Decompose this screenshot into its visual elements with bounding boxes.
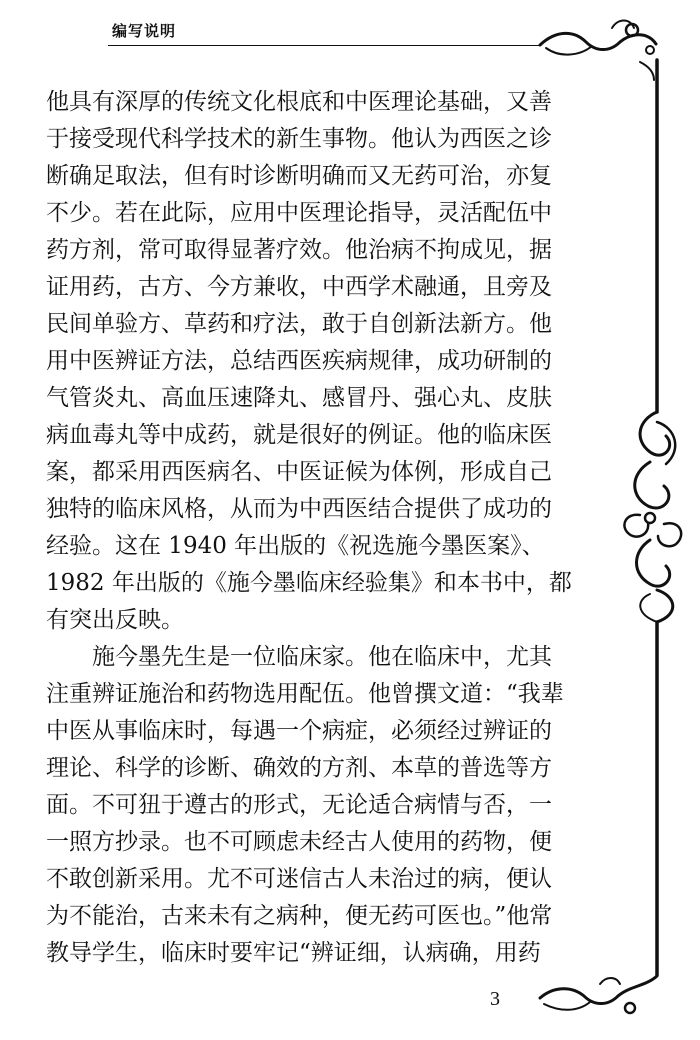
text-line: 于接受现代科学技术的新生事物。他认为西医之诊 xyxy=(46,126,552,152)
text-line: 民间单验方、草药和疗法，敢于自创新法新方。他 xyxy=(46,311,552,337)
text-line: 不少。若在此际，应用中医理论指导，灵活配伍中 xyxy=(46,200,552,226)
text-line: 药方剂，常可取得显著疗效。他治病不拘成见，据 xyxy=(46,237,552,263)
text-line: 面。不可狃于遵古的形式，无论适合病情与否，一 xyxy=(46,792,552,818)
text-line: 断确足取法，但有时诊断明确而又无药可治，亦复 xyxy=(46,163,552,189)
header-rule xyxy=(108,45,540,46)
running-header: 编写说明 xyxy=(112,22,177,40)
bottom-scroll-ornament xyxy=(540,976,657,1013)
text-line: 气管炎丸、高血压速降丸、感冒丹、强心丸、皮肤 xyxy=(46,385,552,411)
text-line: 独特的临床风格，从而为中西医结合提供了成功的 xyxy=(46,496,552,522)
text-line: 用中医辨证方法，总结西医疾病规律，成功研制的 xyxy=(46,348,552,374)
text-line: 教导学生，临床时要牢记“辨证细，认病确，用药 xyxy=(46,940,541,966)
text-line: 不敢创新采用。尤不可迷信古人未治过的病，便认 xyxy=(46,866,552,892)
text-line: 案，都采用西医病名、中医证候为体例，形成自己 xyxy=(46,459,552,485)
side-scroll-ornament xyxy=(624,412,681,622)
text-line: 他具有深厚的传统文化根底和中医理论基础，又善 xyxy=(46,89,552,115)
text-line: 病血毒丸等中成药，就是很好的例证。他的临床医 xyxy=(46,422,552,448)
paragraph-first-line: 施今墨先生是一位临床家。他在临床中，尤其 xyxy=(92,644,552,670)
text-line: 有突出反映。 xyxy=(46,607,184,633)
text-line: 证用药，古方、今方兼收，中西学术融通，且旁及 xyxy=(46,274,552,300)
page-number: 3 xyxy=(490,988,500,1010)
text-line: 理论、科学的诊断、确效的方剂、本草的普选等方 xyxy=(46,755,552,781)
text-line: 经验。这在 1940 年出版的《祝选施今墨医案》、 xyxy=(46,533,545,559)
text-line: 1982 年出版的《施今墨临床经验集》和本书中，都 xyxy=(46,570,572,596)
text-line: 注重辨证施治和药物选用配伍。他曾撰文道：“我辈 xyxy=(46,681,564,707)
body-text xyxy=(46,84,616,972)
text-line: 中医从事临床时，每遇一个病症，必须经过辨证的 xyxy=(46,718,552,744)
text-line: 一照方抄录。也不可顾虑未经古人使用的药物，便 xyxy=(46,829,552,855)
text-line: 为不能治，古来未有之病种，便无药可医也。”他常 xyxy=(46,903,553,929)
top-scroll-ornament xyxy=(540,21,656,81)
